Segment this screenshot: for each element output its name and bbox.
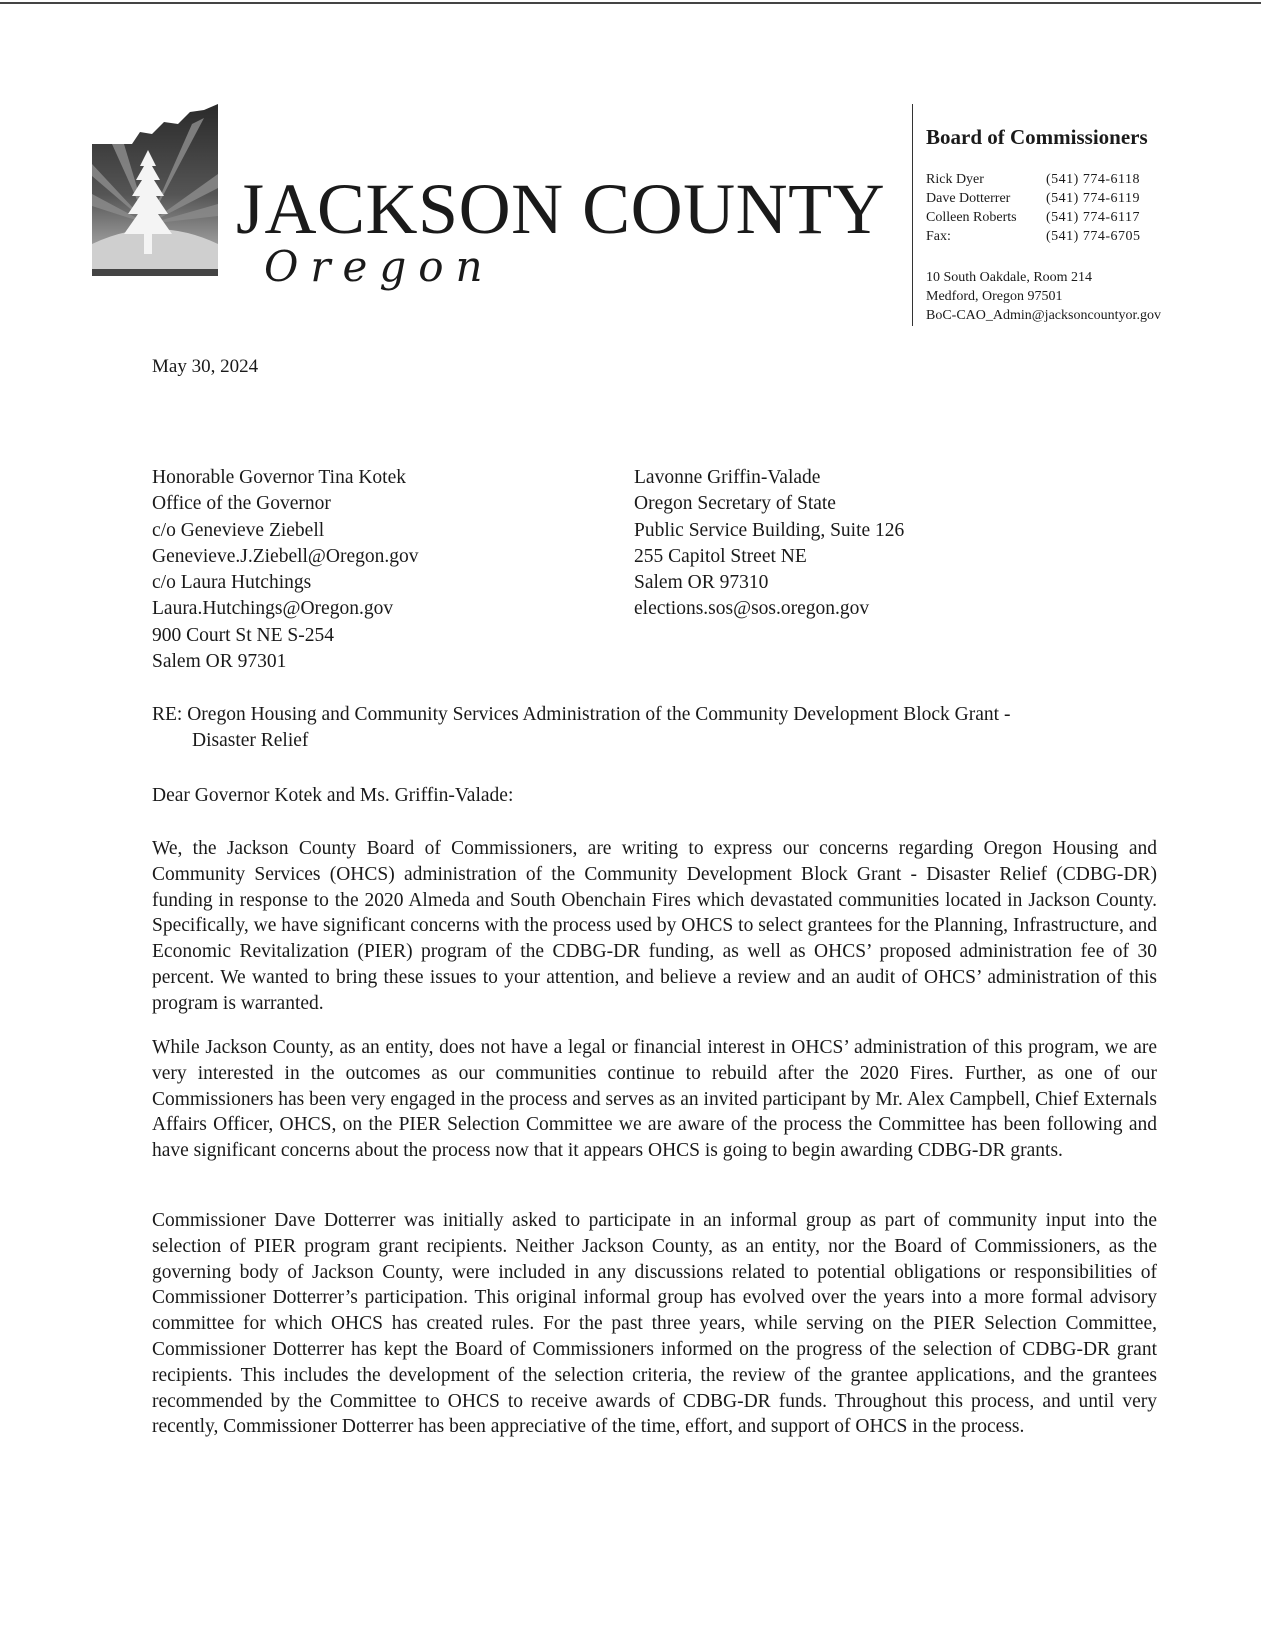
letter-date: May 30, 2024 bbox=[152, 356, 259, 377]
fax-label: Fax: bbox=[926, 229, 951, 244]
board-address bbox=[926, 268, 1161, 325]
board-title: Board of Commissioners bbox=[926, 125, 1148, 149]
page-top-rule bbox=[0, 2, 1261, 4]
recipient-line: c/o Laura Hutchings bbox=[152, 572, 312, 594]
jackson-county-tree-logo-icon bbox=[92, 104, 218, 284]
member-name: Dave Dotterrer bbox=[926, 191, 1011, 206]
member-name: Rick Dyer bbox=[926, 172, 984, 187]
body-paragraph-1: We, the Jackson County Board of Commissioners, are writing to express our concerns regarding Oregon Housing and Community Services (OHCS) administration of the Community Development Block Grant - Disaster Relief (CDBG-DR) funding in response to the 2020 Almeda and South Obenchain Fires which devastated communities located in Jackson County. Specifically, we have significant concerns with the process used by OHCS to select grantees for the Planning, Infrastructure, and Economic Revitalization (PIER) program of the CDBG-DR funding, as well as OHCS’ proposed administration fee of 30 percent. We wanted to bring these issues to your attention, and believe a review and an audit of OHCS’ administration of this program is warranted. bbox=[152, 838, 1157, 1014]
body-paragraph-2: While Jackson County, as an entity, does not have a legal or financial interest in OHCS’ administration of this program, we are very interested in the outcomes as our communities continue to rebuild after the 2020 Fires. Further, as one of our Commissioners has been very engaged in the process and serves as an invited participant by Mr. Alex Campbell, Chief Externals Affairs Officer, OHCS, on the PIER Selection Committee we are aware of the process the Committee has been following and have significant concerns about the process now that it appears OHCS is going to begin awarding CDBG-DR grants. bbox=[152, 1037, 1157, 1162]
board-email: BoC-CAO_Admin@jacksoncountyor.gov bbox=[926, 308, 1161, 323]
subject-line-1: RE: Oregon Housing and Community Services Administration of the Community Development Block Grant - bbox=[152, 704, 1011, 725]
recipient-email: elections.sos@sos.oregon.gov bbox=[634, 598, 870, 620]
recipient-line: c/o Genevieve Ziebell bbox=[152, 519, 325, 541]
board-address-line: 10 South Oakdale, Room 214 bbox=[926, 270, 1093, 285]
recipient-line: Salem OR 97310 bbox=[634, 572, 769, 594]
subject-line bbox=[152, 702, 1162, 754]
board-member-row bbox=[926, 170, 1256, 189]
recipient-line: Office of the Governor bbox=[152, 493, 331, 515]
body-paragraph-3: Commissioner Dave Dotterrer was initially asked to participate in an informal group as part of community input into the selection of PIER program grant recipients. Neither Jackson County, as an entity, nor the Board of Commissioners, as the governing body of Jackson County, were included in any discussions related to potential obligations or responsibilities of Commissioner Dotterrer’s participation. This original informal group has evolved over the years into a more formal advisory committee for which OHCS has created rules. For the past three years, while serving on the PIER Selection Committee, Commissioner Dotterrer has kept the Board of Commissioners informed on the progress of the selection of CDBG-DR grant recipients. This includes the development of the selection criteria, the review of the grantee applications, and the grantees recommended by the Committee to OHCS to receive awards of CDBG-DR funds. Throughout this process, and until very recently, Commissioner Dotterrer has been appreciative of the time, effort, and support of OHCS in the process. bbox=[152, 1210, 1157, 1438]
board-member-list bbox=[926, 170, 1256, 246]
recipient-line: Salem OR 97301 bbox=[152, 651, 287, 673]
recipient-line: Public Service Building, Suite 126 bbox=[634, 519, 905, 541]
logo-subtitle: Oregon bbox=[264, 242, 495, 291]
recipient-email: Laura.Hutchings@Oregon.gov bbox=[152, 598, 394, 620]
subject-line-2: Disaster Relief bbox=[192, 730, 309, 751]
fax-number: (541) 774-6705 bbox=[1046, 229, 1141, 244]
salutation: Dear Governor Kotek and Ms. Griffin-Valade: bbox=[152, 785, 514, 806]
recipient-line: Oregon Secretary of State bbox=[634, 493, 836, 515]
recipient-line: 900 Court St NE S-254 bbox=[152, 624, 335, 646]
recipient-email: Genevieve.J.Ziebell@Oregon.gov bbox=[152, 545, 419, 567]
board-address-line: Medford, Oregon 97501 bbox=[926, 289, 1063, 304]
recipient-line: Lavonne Griffin-Valade bbox=[634, 467, 821, 488]
recipient-line: 255 Capitol Street NE bbox=[634, 545, 807, 567]
board-fax-row bbox=[926, 227, 1256, 246]
recipient-governor-address bbox=[152, 465, 419, 675]
board-divider bbox=[912, 104, 913, 326]
board-member-row bbox=[926, 208, 1256, 227]
member-phone: (541) 774-6119 bbox=[1046, 191, 1140, 206]
member-phone: (541) 774-6117 bbox=[1046, 210, 1140, 225]
board-member-row bbox=[926, 189, 1256, 208]
logo-wordmark: JACKSON COUNTY bbox=[236, 169, 886, 249]
member-name: Colleen Roberts bbox=[926, 210, 1017, 225]
member-phone: (541) 774-6118 bbox=[1046, 172, 1140, 187]
recipient-secretary-address bbox=[634, 465, 904, 623]
recipient-line: Honorable Governor Tina Kotek bbox=[152, 467, 407, 488]
